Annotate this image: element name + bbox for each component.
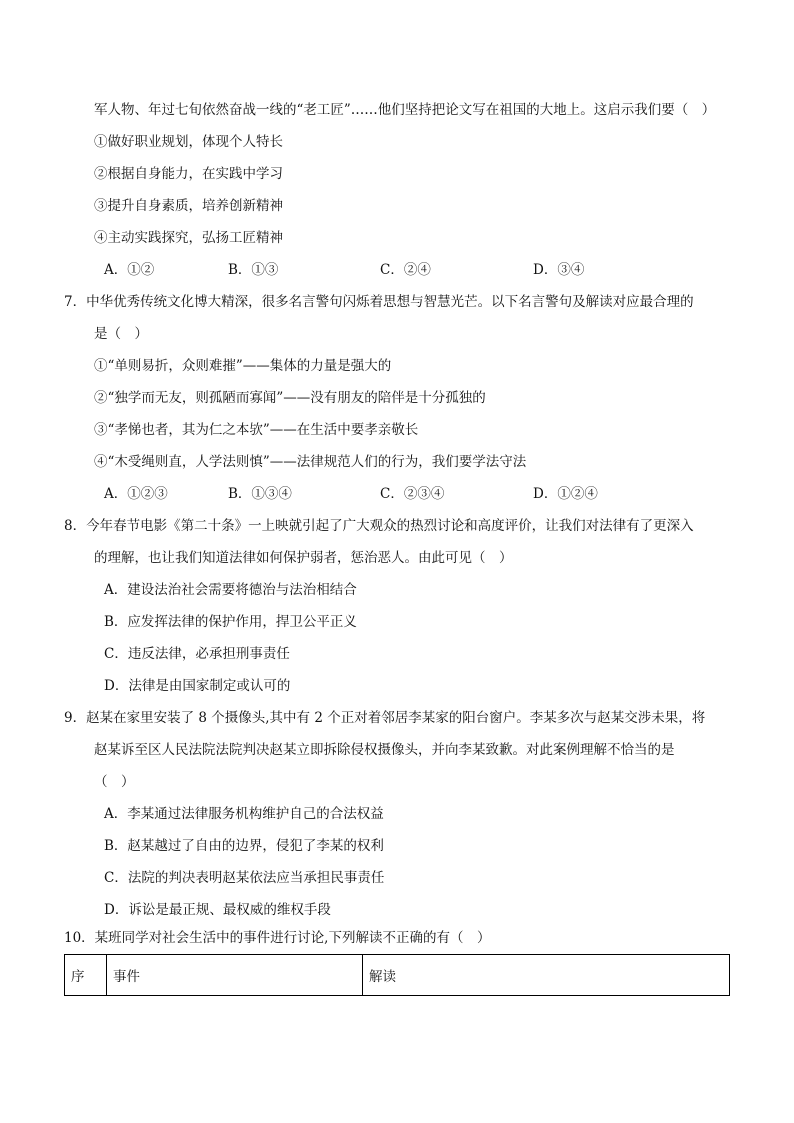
q9-option-c[interactable]: C．法院的判决表明赵某依法应当承担民事责任 [104, 870, 385, 886]
q7-option-a[interactable]: A．①②③ [104, 486, 168, 502]
q9-option-a[interactable]: A．李某通过法律服务机构维护自己的合法权益 [104, 806, 384, 822]
q8-option-d[interactable]: D．法律是由国家制定或认可的 [104, 678, 291, 694]
q7-item-3: ③“孝悌也者，其为仁之本欤”——在生活中要孝亲敬长 [94, 422, 419, 438]
q6-item-3: ③提升自身素质，培养创新精神 [94, 198, 283, 214]
table-header-row [65, 955, 730, 996]
q7-item-2: ②“独学而无友，则孤陋而寡闻”——没有朋友的陪伴是十分孤独的 [94, 390, 486, 406]
q9-stem-line3: （ ） [94, 774, 135, 790]
q8-option-a[interactable]: A．建设法治社会需要将德治与法治相结合 [104, 582, 357, 598]
q7-option-b[interactable]: B．①③④ [228, 486, 292, 502]
q7-option-c[interactable]: C．②③④ [380, 486, 445, 502]
q6-stem-tail: 军人物、年过七旬依然奋战一线的“老工匠”……他们坚持把论文写在祖国的大地上。这启示我们要（ ） [94, 102, 716, 118]
q8-stem-line1: 8．今年春节电影《第二十条》一上映就引起了广大观众的热烈讨论和高度评价，让我们对法律有了更深入 [64, 518, 694, 534]
q9-stem-line2: 赵某诉至区人民法院法院判决赵某立即拆除侵权摄像头，并向李某致歉。对此案例理解不恰当的是 [94, 742, 675, 758]
q7-stem-line1: 7．中华优秀传统文化博大精深，很多名言警句闪烁着思想与智慧光芒。以下名言警句及解读对应最合理的 [64, 294, 694, 310]
table-header-interpretation: 解读 [363, 955, 730, 996]
q7-item-4: ④“木受绳则直，人学法则慎”——法律规范人们的行为，我们要学法守法 [94, 454, 527, 470]
q7-option-d[interactable]: D．①②④ [533, 486, 598, 502]
q9-option-d[interactable]: D．诉讼是最正规、最权威的维权手段 [104, 902, 331, 918]
q6-item-2: ②根据自身能力，在实践中学习 [94, 166, 283, 182]
q6-option-c[interactable]: C．②④ [380, 262, 431, 278]
q6-option-b[interactable]: B．①③ [228, 262, 279, 278]
q9-option-b[interactable]: B．赵某越过了自由的边界，侵犯了李某的权利 [104, 838, 384, 854]
q6-item-1: ①做好职业规划，体现个人特长 [94, 134, 283, 150]
q7-stem-line2: 是（ ） [94, 326, 148, 342]
q8-option-c[interactable]: C．违反法律，必承担刑事责任 [104, 646, 290, 662]
q6-option-d[interactable]: D．③④ [533, 262, 585, 278]
q10-stem: 10．某班同学对社会生活中的事件进行讨论,下列解读不正确的有（ ） [64, 930, 491, 946]
q6-option-a[interactable]: A．①② [104, 262, 155, 278]
q9-stem-line1: 9．赵某在家里安装了 8 个摄像头,其中有 2 个正对着邻居李某家的阳台窗户。李某多次与赵某交涉未果，将 [64, 710, 706, 726]
q8-stem-line2: 的理解，也让我们知道法律如何保护弱者，惩治恶人。由此可见（ ） [94, 550, 513, 566]
q8-option-b[interactable]: B．应发挥法律的保护作用，捍卫公平正义 [104, 614, 357, 630]
q7-item-1: ①“单则易折，众则难摧”——集体的力量是强大的 [94, 358, 392, 374]
q10-event-table [64, 954, 730, 996]
table-header-event: 事件 [107, 955, 363, 996]
table-header-index: 序 [65, 955, 107, 996]
q6-item-4: ④主动实践探究，弘扬工匠精神 [94, 230, 283, 246]
